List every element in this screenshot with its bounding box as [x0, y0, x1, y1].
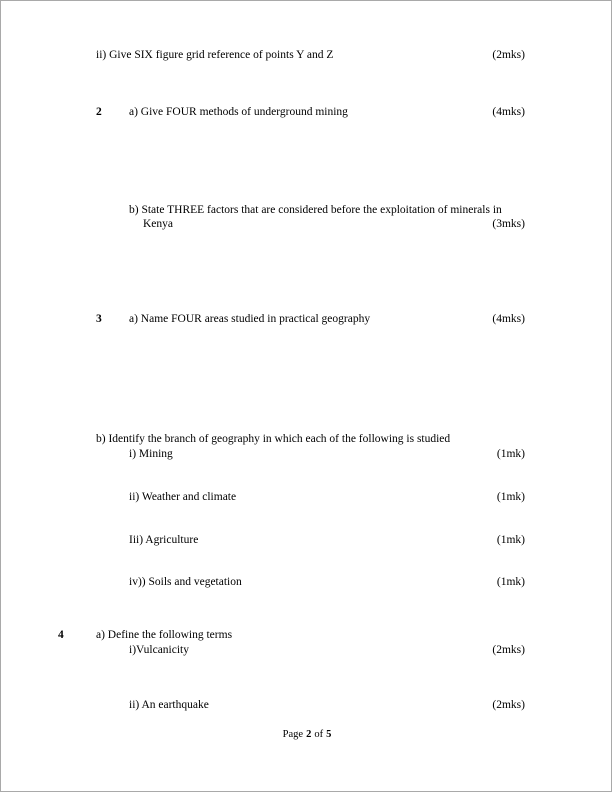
question-line	[1, 203, 612, 218]
marks-label: (1mk)	[496, 534, 525, 546]
question-text: a) Give FOUR methods of underground mining	[129, 106, 348, 118]
question-line	[1, 312, 612, 327]
page-footer	[1, 728, 612, 742]
question-text: iv)) Soils and vegetation	[129, 576, 242, 588]
question-line	[1, 490, 612, 505]
marks-label: (1mk)	[496, 448, 525, 460]
question-text: a) Define the following terms	[96, 629, 233, 641]
footer-total-pages: 5	[326, 729, 332, 740]
marks-label: (2mks)	[492, 644, 525, 656]
marks-label: (1mk)	[496, 576, 525, 588]
question-line	[1, 533, 612, 548]
question-text: b) Identify the branch of geography in which each of the following is studied	[96, 433, 451, 445]
question-text: ii) Weather and climate	[129, 491, 237, 503]
question-text: ii) An earthquake	[129, 699, 209, 711]
marks-label: (4mks)	[492, 106, 525, 118]
question-text: Iii) Agriculture	[129, 534, 199, 546]
question-line	[1, 643, 612, 658]
footer-page-label: Page	[282, 729, 304, 740]
question-line	[1, 575, 612, 590]
marks-label: (3mks)	[492, 218, 525, 230]
question-line	[1, 105, 612, 120]
question-text: b) State THREE factors that are considered before the exploitation of minerals in	[129, 204, 502, 216]
question-number: 3	[96, 313, 102, 325]
footer-of-label: of	[314, 729, 324, 740]
question-text: a) Name FOUR areas studied in practical geography	[129, 313, 371, 325]
question-line	[1, 698, 612, 713]
question-line	[1, 48, 612, 63]
question-number: 4	[58, 629, 64, 641]
question-number: 2	[96, 106, 102, 118]
question-text-wrap: Kenya	[143, 218, 174, 230]
marks-label: (1mk)	[496, 491, 525, 503]
marks-label: (4mks)	[492, 313, 525, 325]
question-line-continued	[1, 217, 612, 232]
marks-label: (2mks)	[492, 699, 525, 711]
footer-page-number: 2	[306, 729, 312, 740]
marks-label: (2mks)	[492, 49, 525, 61]
question-text: i)Vulcanicity	[129, 644, 189, 656]
question-line	[1, 628, 612, 643]
question-text: ii) Give SIX figure grid reference of points Y and Z	[96, 49, 334, 61]
question-line	[1, 447, 612, 462]
question-text: i) Mining	[129, 448, 173, 460]
question-line	[1, 432, 612, 447]
